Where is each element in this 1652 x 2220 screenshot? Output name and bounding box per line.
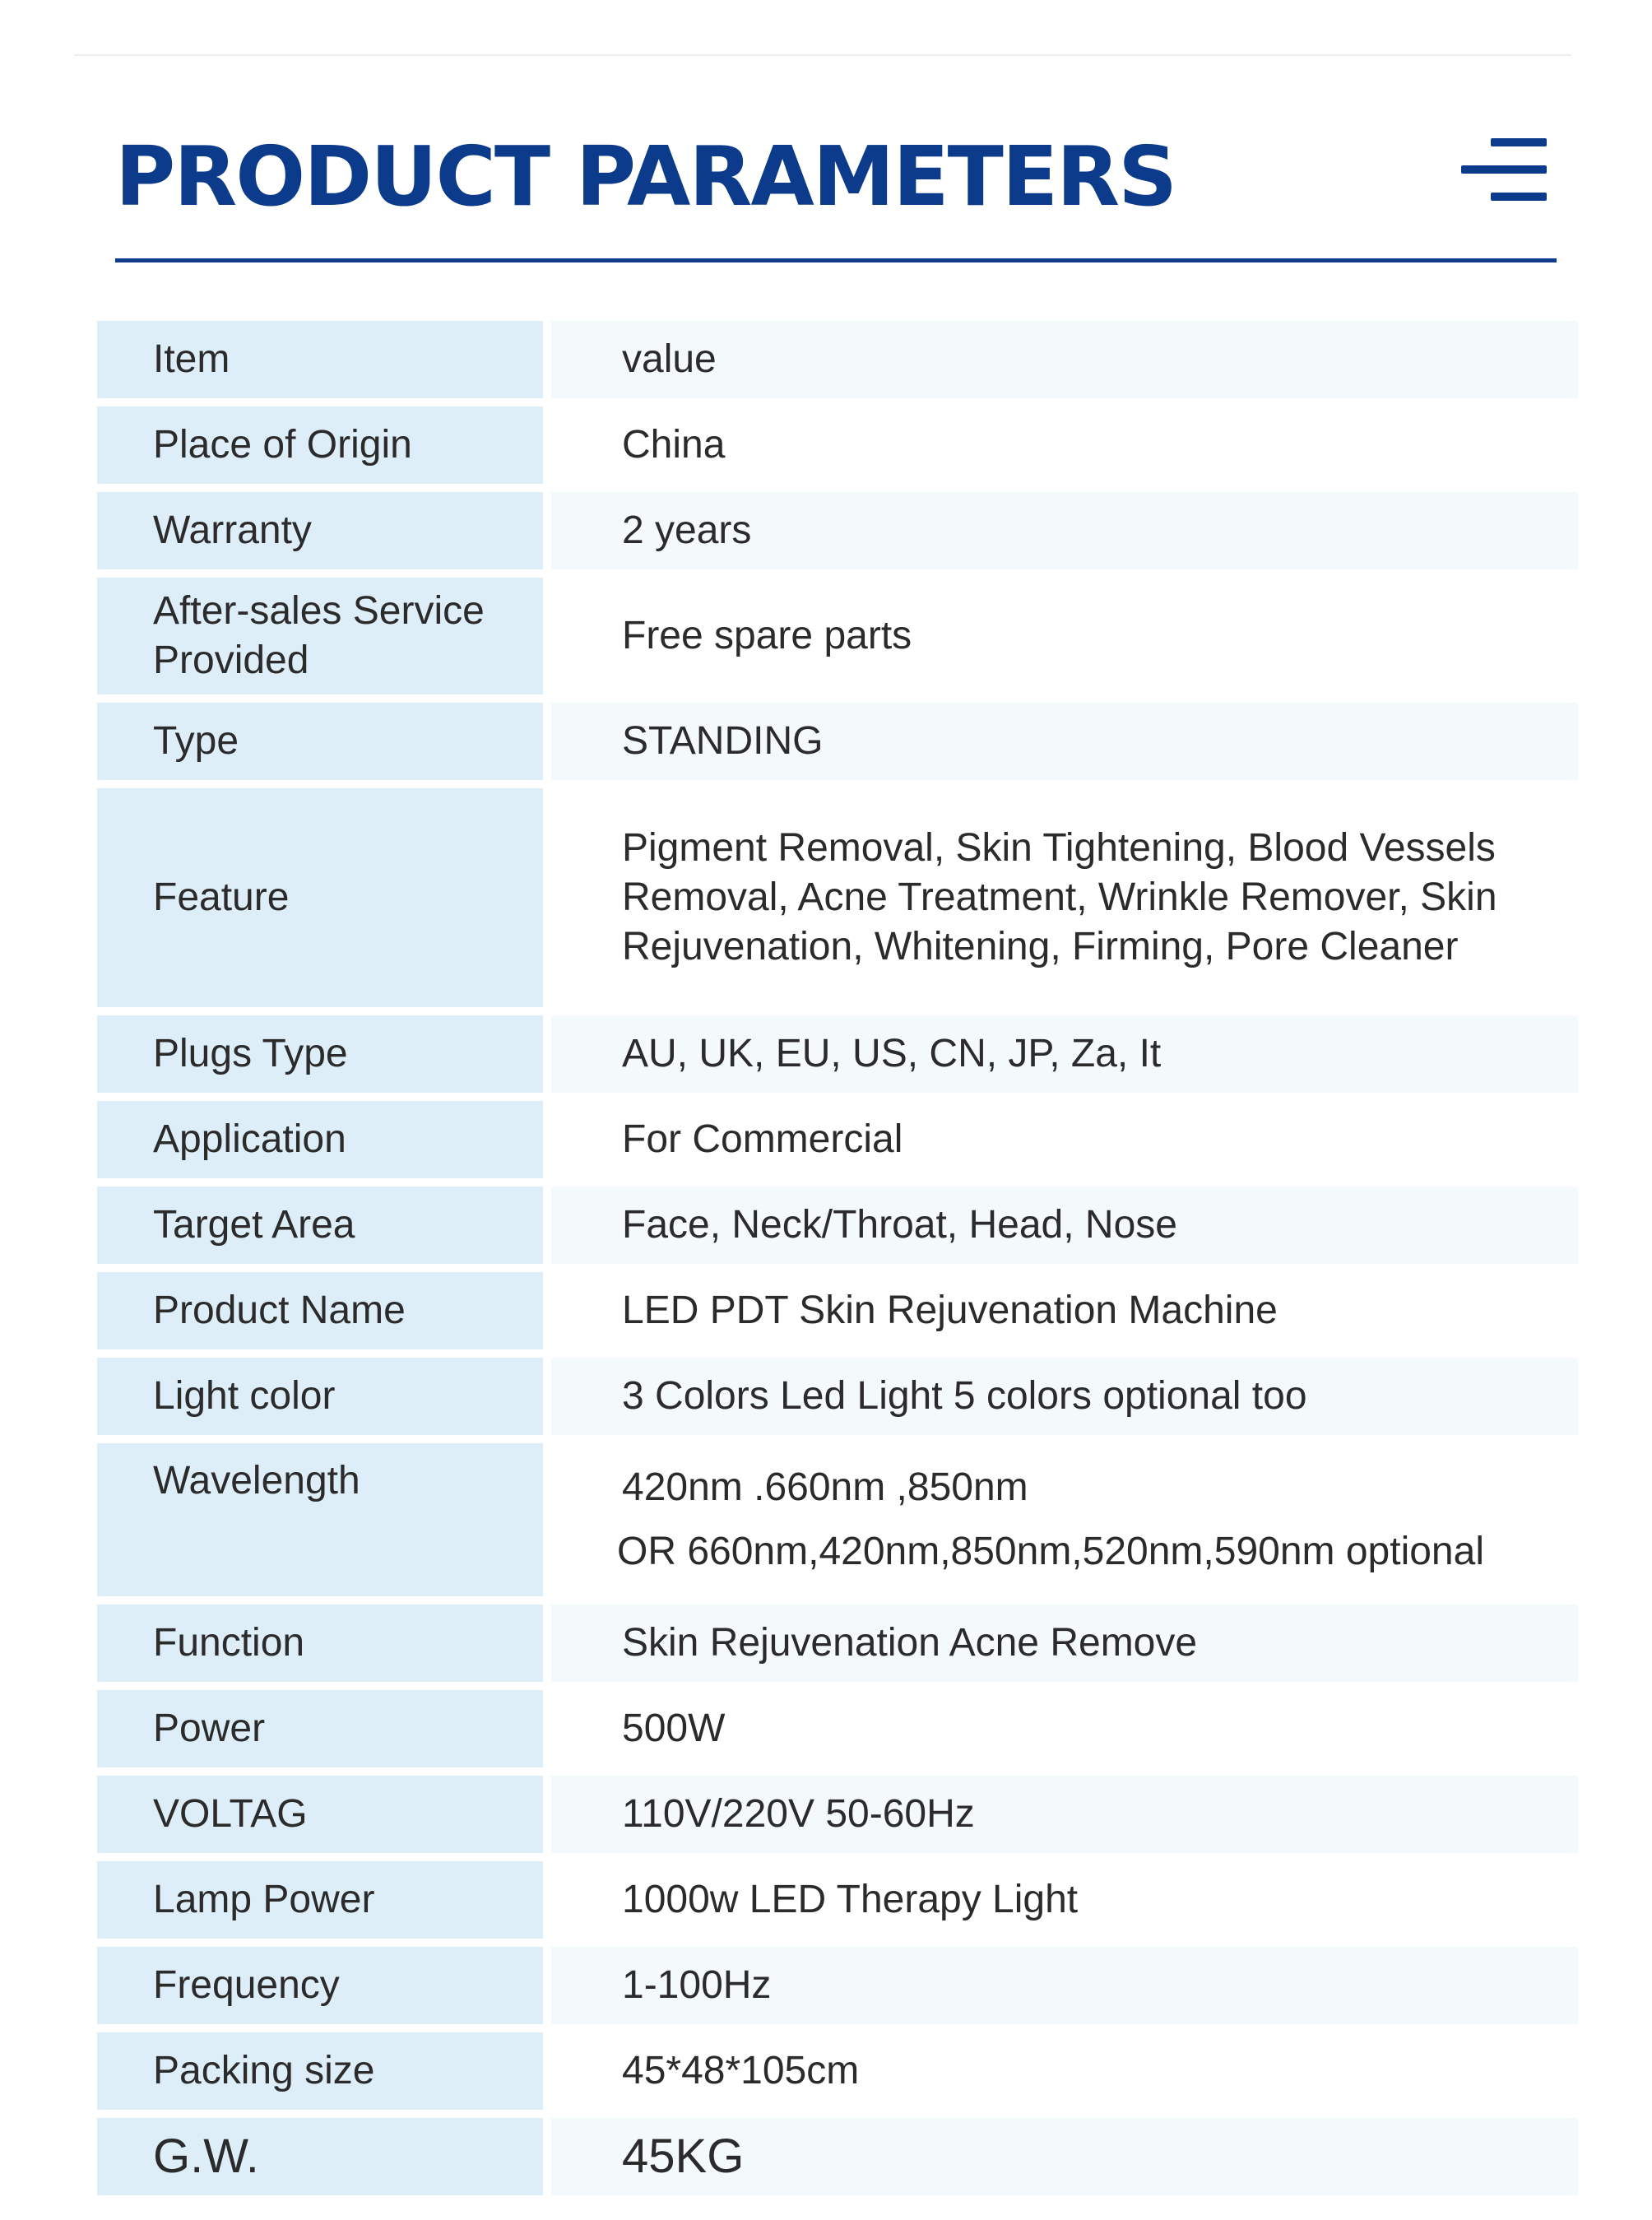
- row-label: Warranty: [97, 492, 543, 569]
- menu-icon-bar: [1491, 193, 1547, 201]
- table-row: [97, 1358, 1578, 1435]
- menu-icon-bar: [1491, 138, 1547, 146]
- row-value: Free spare parts: [543, 578, 1578, 694]
- row-label: Power: [97, 1690, 543, 1767]
- page-title: PRODUCT PARAMETERS: [115, 128, 1176, 225]
- row-label: Packing size: [97, 2032, 543, 2110]
- row-value: 1-100Hz: [543, 1947, 1578, 2024]
- table-row: [97, 1101, 1578, 1178]
- row-label: Target Area: [97, 1187, 543, 1264]
- table-row: [97, 1690, 1578, 1767]
- row-label: Application: [97, 1101, 543, 1178]
- table-row: [97, 1776, 1578, 1853]
- row-value: value: [543, 321, 1578, 398]
- parameters-table: [97, 313, 1578, 2204]
- table-row: [97, 2118, 1578, 2195]
- table-row: [97, 788, 1578, 1007]
- row-value: Face, Neck/Throat, Head, Nose: [543, 1187, 1578, 1264]
- row-value: AU, UK, EU, US, CN, JP, Za, It: [543, 1015, 1578, 1093]
- row-label: Wavelength: [97, 1443, 543, 1596]
- row-value: 45*48*105cm: [543, 2032, 1578, 2110]
- row-label: G.W.: [97, 2118, 543, 2195]
- title-underline: [115, 258, 1557, 262]
- row-label: Function: [97, 1605, 543, 1682]
- table-row: [97, 1861, 1578, 1939]
- row-value: 2 years: [543, 492, 1578, 569]
- menu-icon-bar: [1461, 165, 1547, 174]
- row-value: 45KG: [543, 2118, 1578, 2195]
- row-label: Item: [97, 321, 543, 398]
- row-value: 500W: [543, 1690, 1578, 1767]
- row-label: Lamp Power: [97, 1861, 543, 1939]
- top-divider: [74, 54, 1571, 56]
- row-value: 110V/220V 50-60Hz: [543, 1776, 1578, 1853]
- table-row: [97, 1015, 1578, 1093]
- table-row: [97, 1443, 1578, 1596]
- row-label: Type: [97, 703, 543, 780]
- table-row: [97, 1947, 1578, 2024]
- table-row: [97, 321, 1578, 398]
- row-label: VOLTAG: [97, 1776, 543, 1853]
- table-row: [97, 406, 1578, 484]
- table-row: [97, 1272, 1578, 1349]
- row-value: 1000w LED Therapy Light: [543, 1861, 1578, 1939]
- table-row: [97, 578, 1578, 694]
- row-label: Place of Origin: [97, 406, 543, 484]
- row-value: 3 Colors Led Light 5 colors optional too: [543, 1358, 1578, 1435]
- row-label: After-sales Service Provided: [97, 578, 543, 694]
- table-row: [97, 492, 1578, 569]
- row-value: LED PDT Skin Rejuvenation Machine: [543, 1272, 1578, 1349]
- row-label: Plugs Type: [97, 1015, 543, 1093]
- table-row: [97, 2032, 1578, 2110]
- row-value: STANDING: [543, 703, 1578, 780]
- wavelength-line-2: OR 660nm,420nm,850nm,520nm,590nm optional: [617, 1530, 1484, 1573]
- row-label: Feature: [97, 788, 543, 1007]
- row-label: Frequency: [97, 1947, 543, 2024]
- row-value: Skin Rejuvenation Acne Remove: [543, 1605, 1578, 1682]
- row-label: Product Name: [97, 1272, 543, 1349]
- row-label: Light color: [97, 1358, 543, 1435]
- table-row: [97, 703, 1578, 780]
- row-value: Pigment Removal, Skin Tightening, Blood Vessels Removal, Acne Treatment, Wrinkle Remover, Skin Rejuvenation, Whitening, Firming, Pore Cleaner: [543, 788, 1578, 1007]
- table-row: [97, 1187, 1578, 1264]
- row-value: China: [543, 406, 1578, 484]
- row-value: [543, 1443, 1578, 1596]
- wavelength-line-1: 420nm .660nm ,850nm: [622, 1465, 1028, 1509]
- hamburger-menu-icon[interactable]: [1448, 138, 1547, 201]
- table-row: [97, 1605, 1578, 1682]
- row-value: For Commercial: [543, 1101, 1578, 1178]
